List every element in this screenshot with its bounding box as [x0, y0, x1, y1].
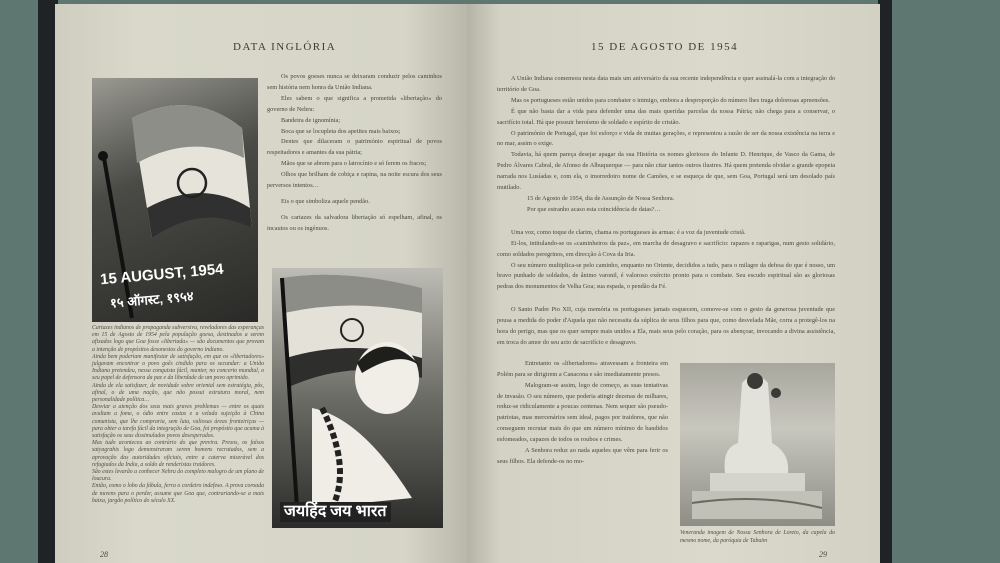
book-cover-right [878, 0, 892, 563]
figure-statue [680, 363, 835, 545]
poster-caption: Cartazes indianos de propaganda subversiva, reveladores das esperanças em 15 de Agosto de 1954 pela população goesa, destinados a serem afixados logo que Goa fosse «libertada» — são documentos que provam a intenção de propósitos desonestos do governo indiano. Ainda bem poderiam manifestar de satisfação, em que os «libertadores» julgavam encontrar o povo goês cindido para os secundar: a União Indiana pretendeu, nessa conquista fácil, manter, no concerto mundial, o seu papel de defensora da paz e da liberdade de um povo oprimido. Ainda de ela satisfazer, de novidade sobre oriental sem estratégia, pôs, afinal, o de uma nação, que não possui estrutura moral, nem personalidade política… Desviar a atenção dos seus mais graves problemas — entre os quais avultam a fome, o ódio entre castas e a velada sujeição à China comunista, que lhe compraria, sem luta, valiosas áreas fronteiriças — para obter a tarefa fácil da integração de Goa, foi propósito que acama à satisfação os seus dissimulados povos desesperados. Mas tudo aconteceu ao contrário do que previra. Presos, os falsos satyagrahis logo demonstraram serem homens recrutados, sem a aprovação das autoridades oficiais, entre a caterva miserável dos refugiados da Índia, a soldo de renderistas traidores. São estes levarão a conhecer Nehru do completo malogro de um plano de loucura. Então, como o lobo da fábula, ferra o cordeiro indefeso. A prova coroada de nuvens para o perder, assume que Goa que, contrariando-se a mais baixa, jargão político do século XX. [92, 325, 264, 504]
left-page [55, 4, 467, 563]
body-text-lower: O Santo Padre Pio XII, cuja memória os portugueses jamais esquecem, comove-se com o gesto da generosa juventude que pousa a medida do poder d'Aquela que não necessita da súplica de seus filhos para que, como desvelada Mãe, corra a protegê-los na hora do perigo, mas que os quer sempre mais unidos a Ela, mais seus pelo coração, para os abençoar, invocando a divina assistência, em troca do amor do seu acto de sacrifício e desagravo. Veneranda imagem de Nossa Senhora de Loreto, da capela do mesmo nome, da paróquia de Tabuim Entretanto os «libertadores» atravessam a fronteira em Polém para se dirigirem a Canacona e são imediatamente presos. Malogram-se assim, logo de começo, as suas tentativas de invasão. O seu número, que poderia atingir dezenas de milhares, reduz-se ridiculamente a poucas centenas. Nem sequer são pseudo-patriotas, mas mercenários sem ideal, pagos por traidores, que não conseguem recrutar mais do que um número mínimo de bandidos esfomeados, capazes de todos os roubos e crimes. A Senhora reduz ao nada aqueles que vêm para ferir os seus filhos. Ela defende-os no mo- [497, 306, 835, 544]
body-text-top: A União Indiana comemora nesta data mais um aniversário da sua recente independência e quer assinalá-la com a integração do território de Goa. Mas os portugueses estão unidos para combater o inimigo, embora a desproporção do número lhes traga dolorosas apreensões. É que não basta dar a vida para defender uma das mais queridas parcelas da nossa Pátria; não chega para a conservar, o sacrifício total. Há que possuir heroísmo de soldado e espírito de cristão. O património de Portugal, que foi esforço e vida de muitas gerações, e representou a razão de ser da nossa existência na terra e no mar, assim o exige. Todavia, há quem pareça desejar apagar da sua História os nomes gloriosos do Infante D. Henrique, de Vasco da Gama, de Pedro Álvares Cabral, de Afonso de Albuquerque — para não citar tantos outros ilustres. Há quem pretenda olvidar a grande epopeia narrada nos Lusíadas e, com ela, o imorredoiro nome de Camões, e se esqueça de que, sem Goa, Portugal será um desolado país mutilado. 15 de Agosto de 1954, dia de Assunção de Nossa Senhora. Por que estranho acaso esta coincidência de datas?… [497, 75, 835, 213]
page-number: 28 [100, 550, 108, 559]
photo-statue-our-lady [680, 363, 835, 526]
running-header: DATA INGLÓRIA [233, 41, 337, 53]
boy-flag-illustration [272, 268, 443, 528]
body-text-middle: Uma voz, como toque de clarim, chama os portugueses às armas: é a voz da juventude cristã. Ei-los, intitulando-se os «caminheiros da paz», em marcha de desagravo e sacrifício: rapazes e raparigas, num gesto solidário, como soldados peregrinos, em direcção à Cova da Iria. O seu número multiplica-se pelo caminho, enquanto no Oriente, decididos a tudo, para o milagre da defesa do que é nosso, um bravo punhado de soldados, de ânimo varonil, é valoroso exército pronto para o combate. Seu escudo espiritual são as gloriosas pedras dos monumentos de Velha Goa; sua espada, o pendão da Fé. [497, 228, 835, 291]
poster-date-english: 15 AUGUST, 1954 [99, 260, 225, 289]
poster-date-devanagari: १५ ऑगस्ट, १९५४ [109, 288, 195, 311]
statue-illustration [680, 363, 835, 526]
body-text-right [497, 74, 835, 551]
poster-boy-with-flag [272, 268, 443, 528]
poster-slogan: जयहिंद जय भारत [280, 502, 391, 522]
body-text-left: Os povos goeses nunca se deixaram conduzir pelos caminhos sem história nem honra da União Indiana. Eles sabem o que significa a prometida «libertação» do governo de Nehru: Bandeira de ignomínia; Boca que se locupleta dos apetites mais baixos; Dentes que dilaceram o património espiritual de povos respeitadores e amantes da sua pátria; Mãos que se abrem para o latrocínio e só ferem os fracos; Olhos que brilham de cobiça e rapina, na noite escura dos seus perversos intentos… Eis o que simboliza aquele pendão. Os cartazes da salvadora libertação só espelham, afinal, os incautos ou os ingénuos. [267, 73, 442, 232]
page-number: 29 [819, 550, 827, 559]
photo-caption: Veneranda imagem de Nossa Senhora de Loreto, da capela do mesmo nome, da paróquia de Tabuim [680, 529, 835, 544]
poster-independence-flag [92, 78, 258, 322]
right-page [467, 4, 880, 563]
running-header: 15 DE AGOSTO DE 1954 [591, 41, 739, 53]
